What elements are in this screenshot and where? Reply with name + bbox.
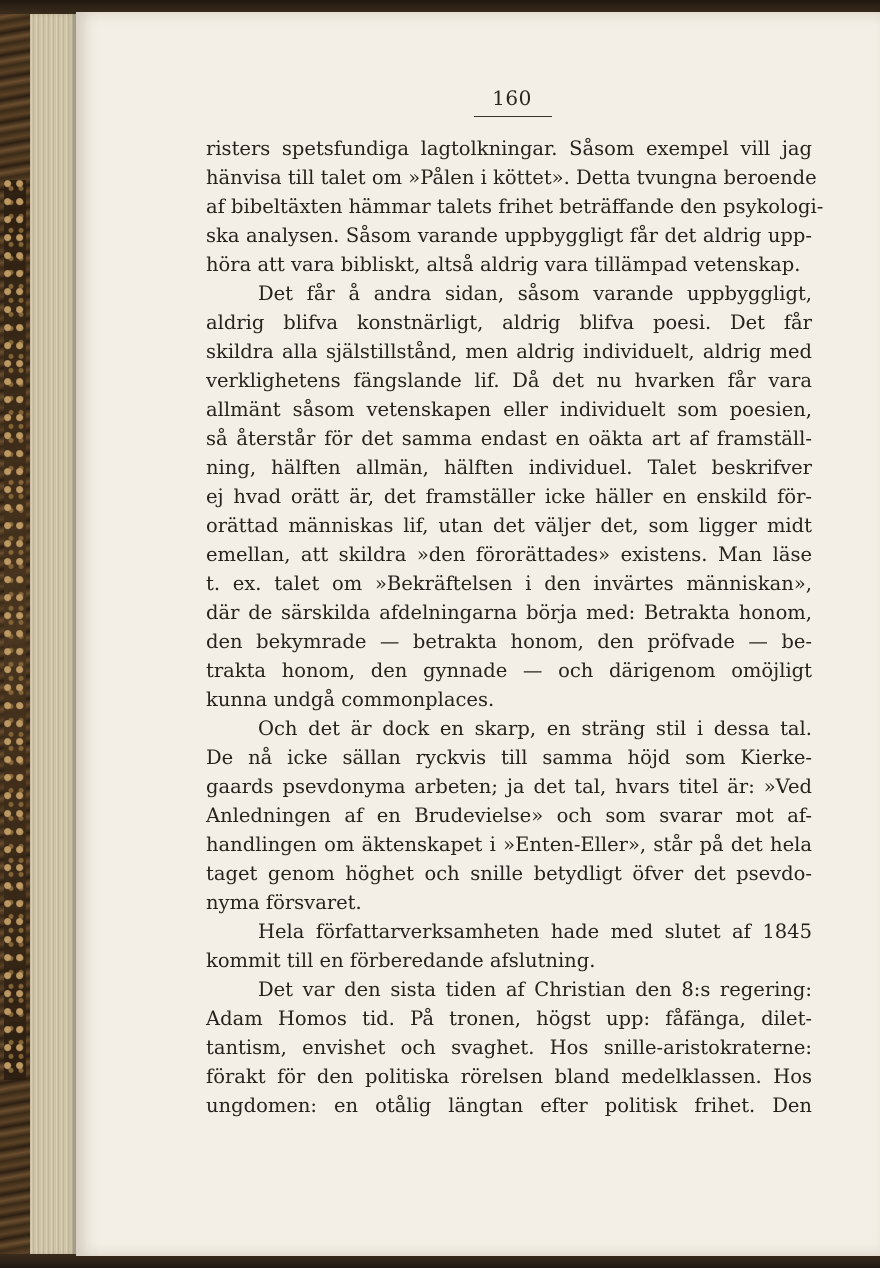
text-line: skildra alla själstillstånd, men aldrig individuelt, aldrig med [206,340,812,363]
text-line: Hela författarverksamheten hade med slutet af 1845 [258,920,812,943]
bottom-cover-edge [0,1254,880,1268]
text-line: emellan, att skildra »den förorättades» existens. Man läse [206,543,812,566]
text-line: ej hvad orätt är, det framställer icke häller en enskild för- [206,485,812,508]
text-line: den bekymrade — betrakta honom, den pröfvade — be- [206,630,812,653]
text-line: kommit till en förberedande afslutning. [206,949,596,972]
text-line: ska analysen. Såsom varande uppbyggligt får det aldrig upp- [206,224,812,247]
text-line: t. ex. talet om »Bekräftelsen i den invärtes människan», [206,572,812,595]
text-line: trakta honom, den gynnade — och därigenom omöjligt [206,659,812,682]
text-line: De nå icke sällan ryckvis till samma höjd som Kierke- [206,746,812,769]
text-line: Anledningen af en Brudevielse» och som svarar mot af- [206,804,812,827]
book-binding [0,0,30,1268]
text-line: af bibeltäxten hämmar talets frihet beträffande den psykologi- [206,195,824,218]
text-line: ungdomen: en otålig längtan efter politisk frihet. Den [206,1094,812,1117]
page-stack-edge [30,12,76,1256]
text-line: Adam Homos tid. På tronen, högst upp: fåfänga, dilet- [206,1007,812,1030]
text-line: verklighetens fängslande lif. Då det nu hvarken får vara [206,369,812,392]
text-line: Det var den sista tiden af Christian den 8:s regering: [258,978,812,1001]
text-line: där de särskilda afdelningarna börja med: Betrakta honom, [206,601,812,624]
text-line: kunna undgå commonplaces. [206,688,495,711]
text-line: Det får å andra sidan, såsom varande uppbyggligt, [258,282,812,305]
text-line: aldrig blifva konstnärligt, aldrig blifva poesi. Det får [206,311,812,334]
body-text [206,134,824,1120]
text-line: handlingen om äktenskapet i »Enten-Eller», står på det hela [206,833,812,856]
page-number-rule [474,116,552,117]
text-line: Och det är dock en skarp, en sträng stil i dessa tal. [258,717,812,740]
text-line: orättad människas lif, utan det väljer det, som ligger midt [206,514,812,537]
text-line: gaards psevdonyma arbeten; ja det tal, hvars titel är: »Ved [206,775,812,798]
text-line: nyma försvaret. [206,891,362,914]
text-line: så återstår för det samma endast en oäkta art af framställ- [206,427,812,450]
text-line: förakt för den politiska rörelsen bland medelklassen. Hos [206,1065,812,1088]
page-number: 160 [492,86,532,110]
text-line: tantism, envishet och svaghet. Hos snille-aristokraterne: [206,1036,812,1059]
text-line: ning, hälften allmän, hälften individuel. Talet beskrifver [206,456,812,479]
marbled-cover-edge [4,180,26,1080]
text-line: allmänt såsom vetenskapen eller individuelt som poesien, [206,398,812,421]
text-line: taget genom höghet och snille betydligt öfver det psevdo- [206,862,812,885]
text-line: hänvisa till talet om »Pålen i köttet». Detta tvungna beroende [206,166,817,189]
text-line: risters spetsfundiga lagtolkningar. Såsom exempel vill jag [206,137,812,160]
text-line: höra att vara bibliskt, altså aldrig vara tillämpad vetenskap. [206,253,801,276]
